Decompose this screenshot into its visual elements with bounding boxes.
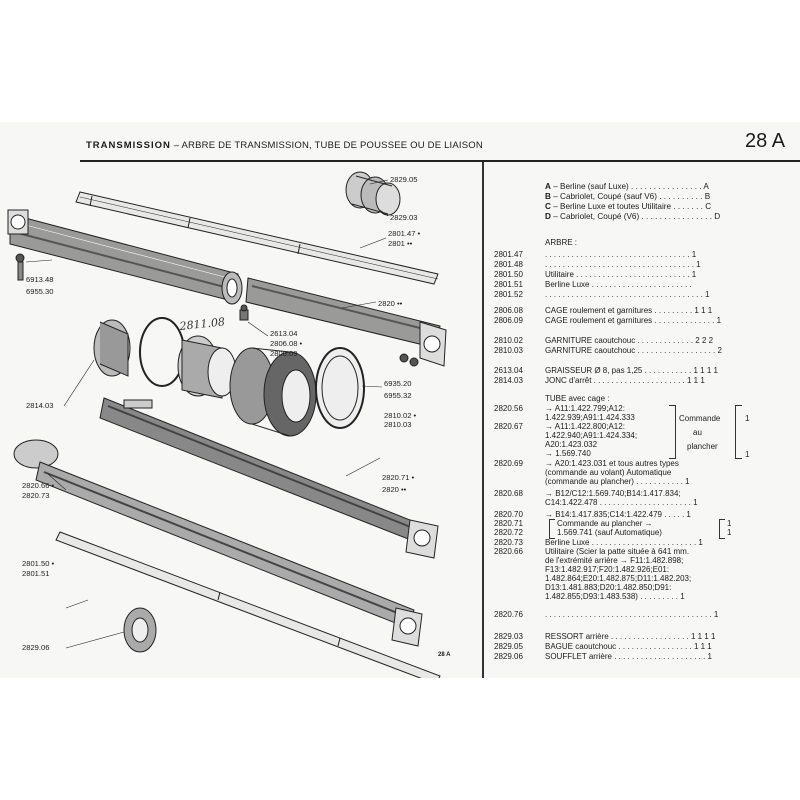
qty-bracket <box>735 405 742 459</box>
tube-line: (commande au volant) Automatique <box>545 468 672 477</box>
key-code: B <box>545 192 551 201</box>
tube-line: . . . . . . . . . . . . . . . . . . . . . . . . . . . . . . . . . . . . . . 1 <box>545 610 719 619</box>
plancher-bracket <box>549 519 555 539</box>
exploded-diagram <box>0 162 482 678</box>
bolt-washer-right <box>400 354 418 366</box>
part-desc: . . . . . . . . . . . . . . . . . . . . . . . . . . . . . . . . . 1 <box>545 250 697 259</box>
part-ref: 2801.50 <box>494 270 523 279</box>
tube-line: D13:1.481.883;D20:1.482.850;D91: <box>545 583 672 592</box>
part-ref: 2820.68 <box>494 489 523 498</box>
diagram-label: 2810.03 <box>384 420 412 429</box>
bolt-washer-left <box>16 254 24 280</box>
part-ref: 2829.03 <box>494 632 523 641</box>
part-desc: SOUFFLET arrière . . . . . . . . . . . . . . . . . . . . . 1 <box>545 652 712 661</box>
part-ref: 2820.76 <box>494 610 523 619</box>
footer-page-number: 28 A <box>438 652 451 658</box>
title-dash: – <box>173 140 180 151</box>
diagram-label: 6955.30 <box>26 287 54 296</box>
part-desc: Utilitaire . . . . . . . . . . . . . . . . . . . . . . . . . . 1 <box>545 270 697 279</box>
part-ref: 2820.66 <box>494 547 523 556</box>
snap-ring <box>140 318 184 386</box>
key-text: – Cabriolet, Coupé (sauf V6) . . . . . . . . . . B <box>553 192 711 201</box>
key-code: C <box>545 202 551 211</box>
diagram-label: 6913.48 <box>26 275 54 284</box>
part-desc: CAGE roulement et garnitures . . . . . . . . . . . . . . 1 <box>545 316 722 325</box>
diagram-svg <box>0 162 482 678</box>
diagram-label: 6935.20 <box>384 379 412 388</box>
key-text: – Berline (sauf Luxe) . . . . . . . . . . . . . . . . A <box>553 182 709 191</box>
diagram-label: 2820.71 • <box>382 473 415 482</box>
part-ref: 2820.73 <box>494 538 523 547</box>
part-desc: . . . . . . . . . . . . . . . . . . . . . . . . . . . . . . . . . . . . 1 <box>545 290 710 299</box>
part-desc: GARNITURE caoutchouc . . . . . . . . . . . . . . . . . . 2 <box>545 346 722 355</box>
tube-line: 1.569.741 (sauf Automatique) <box>557 528 662 537</box>
diagram-label: 2829.05 <box>390 175 418 184</box>
commande-label: au <box>693 428 702 437</box>
diagram-label: 2801 •• <box>388 239 413 248</box>
tube-line: → A11:1.422.800;A12: <box>545 422 625 431</box>
tube-line: Commande au plancher → <box>557 519 653 528</box>
part-desc: RESSORT arrière . . . . . . . . . . . . . . . . . . 1 1 1 1 <box>545 632 716 641</box>
part-desc: . . . . . . . . . . . . . . . . . . . . . . . . . . . . . . . . . . 1 <box>545 260 701 269</box>
part-ref: 2829.05 <box>494 642 523 651</box>
part-ref: 2801.52 <box>494 290 523 299</box>
key-code: A <box>545 182 551 191</box>
tube-line: → B14:1.417.835;C14:1.422.479 . . . . . 1 <box>545 510 691 519</box>
commande-label: plancher <box>687 442 718 451</box>
page-title <box>86 140 483 151</box>
diagram-label: 2829.06 <box>22 643 50 652</box>
section-subtitle: ARBRE DE TRANSMISSION, TUBE DE POUSSEE OU DE LIAISON <box>181 140 483 151</box>
model-key-a <box>545 182 709 191</box>
part-ref: 2613.04 <box>494 366 523 375</box>
tube-line: Berline Luxe . . . . . . . . . . . . . . . . . . . . . . . . 1 <box>545 538 703 547</box>
diagram-label: 2820.73 <box>22 491 50 500</box>
part-desc: Berline Luxe . . . . . . . . . . . . . . . . . . . . . . . <box>545 280 692 289</box>
rubber-bearing-housing <box>230 348 316 436</box>
tube-line: → 1.569.740 <box>545 449 591 458</box>
part-ref: 2820.56 <box>494 404 523 413</box>
key-text: – Berline Luxe et toutes Utilitaire . . . . . . . C <box>553 202 712 211</box>
part-ref: 2820.69 <box>494 459 523 468</box>
tube-line: F13:1.482.917;F20:1.482.926;E01: <box>545 565 670 574</box>
tube-line: Utilitaire (Scier la patte située à 641 mm. <box>545 547 690 556</box>
part-ref: 2806.09 <box>494 316 523 325</box>
part-desc: BAGUE caoutchouc . . . . . . . . . . . . . . . . . 1 1 1 <box>545 642 712 651</box>
tube-line: C14:1.422.478 . . . . . . . . . . . . . . . . . . . . . 1 <box>545 498 698 507</box>
part-ref: 2801.47 <box>494 250 523 259</box>
tube-line: A20:1.423.032 <box>545 440 598 449</box>
diagram-label: 2829.03 <box>390 213 418 222</box>
model-key-d <box>545 212 720 221</box>
tube-line: 1.482.864;E20:1.482.875;D11:1.482.203; <box>545 574 692 583</box>
part-desc: GARNITURE caoutchouc . . . . . . . . . . . . . 2 2 2 <box>545 336 714 345</box>
tube-line: → A20:1.423.031 et tous autres types <box>545 459 679 468</box>
catalog-page <box>0 122 800 678</box>
diagram-label: 2814.03 <box>26 401 54 410</box>
part-ref: 2810.02 <box>494 336 523 345</box>
part-desc: GRAISSEUR Ø 8, pas 1,25 . . . . . . . . . . . 1 1 1 1 <box>545 366 718 375</box>
part-desc: CAGE roulement et garnitures . . . . . . . . . 1 1 1 <box>545 306 713 315</box>
part-ref: 2820.70 <box>494 510 523 519</box>
part-ref: 2820.67 <box>494 422 523 431</box>
handwritten-note: 2811.08 <box>178 315 226 333</box>
rear-boot <box>124 608 156 652</box>
part-ref: 2814.03 <box>494 376 523 385</box>
arbre-heading: ARBRE : <box>545 238 578 247</box>
diagram-label: 2613.04 <box>270 329 298 338</box>
diagram-label: 2801.50 • <box>22 559 55 568</box>
diagram-label: 6955.32 <box>384 391 412 400</box>
grease-nipple <box>240 305 248 320</box>
model-key-b <box>545 192 710 201</box>
diagram-label: 2820.66 • <box>22 481 55 490</box>
tube-line: 1.482.855;D93:1.483.538) . . . . . . . . . 1 <box>545 592 685 601</box>
diagram-label: 2820 •• <box>378 299 403 308</box>
part-desc: JONC d'arrêt . . . . . . . . . . . . . . . . . . . . . 1 1 1 <box>545 376 705 385</box>
tube-line: → A11:1.422.799;A12: <box>545 404 625 413</box>
diagram-label: 2801.47 • <box>388 229 421 238</box>
qty-value: 1 <box>745 450 750 459</box>
diagram-label: 2806.09 <box>270 349 298 358</box>
qty-value: 1 <box>727 519 732 528</box>
tube-line: → B12/C12:1.569.740;B14:1.417.834; <box>545 489 681 498</box>
part-ref: 2829.06 <box>494 652 523 661</box>
diagram-label: 2801.51 <box>22 569 50 578</box>
diagram-label: 2806.08 • <box>270 339 303 348</box>
rubber-seal-ring <box>316 348 364 428</box>
part-ref: 2801.48 <box>494 260 523 269</box>
tube-line: 1.422.940;A91:1.424.334; <box>545 431 638 440</box>
plancher-qty-bracket <box>719 519 725 539</box>
commande-label: Commande <box>679 414 721 423</box>
commande-bracket <box>669 405 676 459</box>
tube-line: (commande au plancher) . . . . . . . . . . . 1 <box>545 477 690 486</box>
key-code: D <box>545 212 551 221</box>
qty-value: 1 <box>745 414 750 423</box>
bearing-ring <box>94 320 130 376</box>
tube-heading: TUBE avec cage : <box>545 394 610 403</box>
section-title: TRANSMISSION <box>86 140 171 151</box>
model-key-c <box>545 202 711 211</box>
part-ref: 2806.08 <box>494 306 523 315</box>
tube-line: 1.422.939;A91:1.424.333 <box>545 413 635 422</box>
key-text: – Cabriolet, Coupé (V6) . . . . . . . . . . . . . . . . D <box>553 212 721 221</box>
diagram-label: 2820 •• <box>382 485 407 494</box>
part-ref: 2810.03 <box>494 346 523 355</box>
parts-list <box>483 162 800 678</box>
bearing-cage-sleeve <box>178 336 236 398</box>
part-ref: 2820.72 <box>494 528 523 537</box>
part-ref: 2801.51 <box>494 280 523 289</box>
tube-line: de l'extrémité arrière → F11:1.482.898; <box>545 556 684 565</box>
qty-value: 1 <box>727 528 732 537</box>
page-number: 28 A <box>745 130 786 152</box>
part-ref: 2820.71 <box>494 519 523 528</box>
diagram-label: 2810.02 • <box>384 411 417 420</box>
